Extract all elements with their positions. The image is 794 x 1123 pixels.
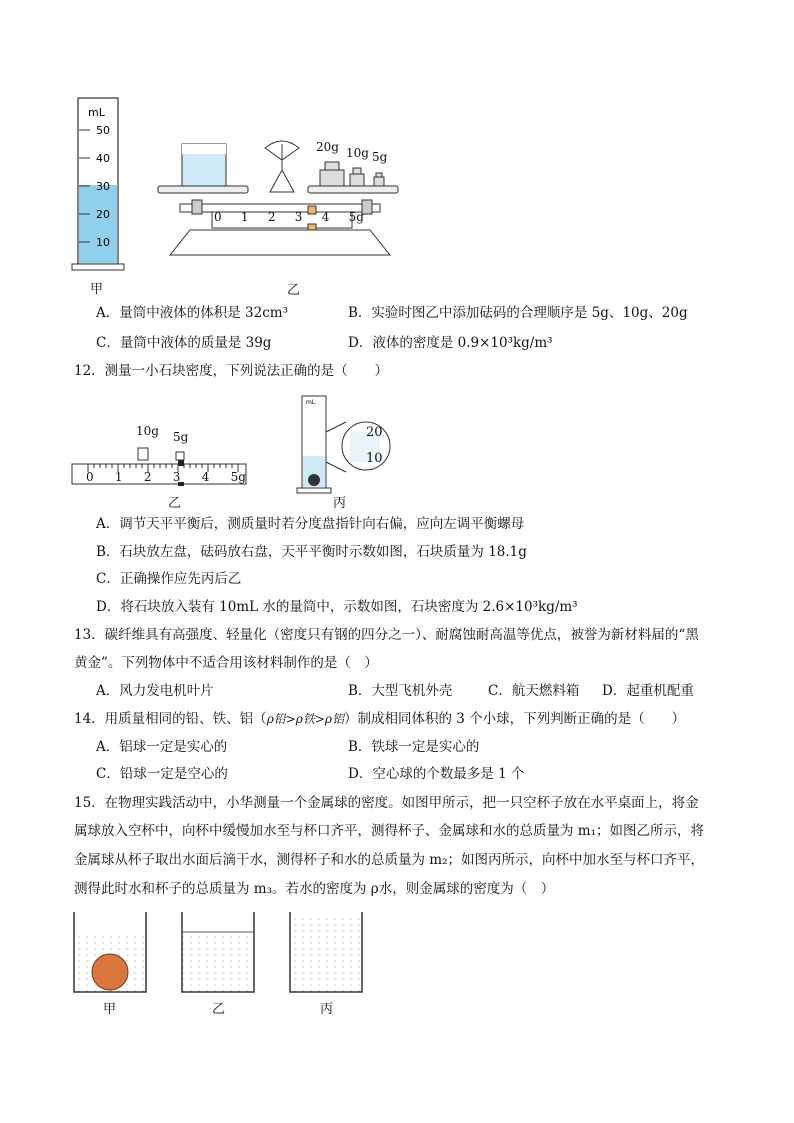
cylinder-tick-label: 30	[96, 180, 110, 193]
q15-caption-bing: 丙	[320, 1002, 334, 1017]
fig-yi-caption: 乙	[287, 283, 301, 298]
graduated-cylinder-figure	[70, 94, 130, 274]
weight-10g-icon	[138, 448, 148, 460]
weight-5g-icon	[374, 177, 384, 186]
q12-weight-5g: 5g	[173, 430, 189, 444]
balance-figure	[150, 130, 410, 260]
cup-bing	[290, 912, 362, 992]
q14-stem: 14．用质量相同的铅、铁、铝（ρ铅>ρ铁>ρ铝）制成相同体积的 3 个小球，下列判断正确的是（ ）	[74, 711, 686, 727]
q12-fig-bing-caption: 丙	[333, 496, 347, 511]
cylinder-tick-label: 10	[96, 236, 110, 249]
weight-5g-icon	[176, 452, 184, 460]
zoom-tick-10: 10	[366, 451, 383, 466]
q14-option-c[interactable]: C．铅球一定是空心的	[96, 766, 228, 782]
q13-stem-line2: 黄金”。下列物体中不适合用该材料制作的是（ ）	[74, 655, 378, 671]
weight-20g-icon	[320, 170, 344, 186]
q15-stem-line2: 属球放入空杯中，向杯中缓慢加水至与杯口齐平，测得杯子、金属球和水的总质量为 m₁；如图乙所示，将	[74, 823, 705, 839]
q14-option-a[interactable]: A．铝球一定是实心的	[96, 739, 228, 755]
q12-weight-10g: 10g	[136, 424, 159, 438]
q12-fig-yi-caption: 乙	[168, 496, 182, 511]
weight-10g-icon	[350, 174, 364, 186]
fig-jia-caption: 甲	[90, 282, 104, 297]
q13-option-a[interactable]: A．风力发电机叶片	[96, 683, 214, 699]
q15-caption-jia: 甲	[103, 1002, 117, 1017]
svg-text:mL: mL	[306, 399, 316, 406]
q13-option-d[interactable]: D．起重机配重	[602, 683, 694, 699]
cylinder-liquid	[79, 185, 117, 263]
q14-option-d[interactable]: D．空心球的个数最多是 1 个	[348, 766, 525, 782]
weight-label-20g: 20g	[316, 140, 339, 154]
q12-scale-labels: 0 1 2 3 4 5g	[86, 470, 246, 484]
cylinder-tick-label: 50	[96, 124, 110, 137]
weight-label-10g: 10g	[346, 146, 369, 160]
q15-stem-line4: 测得此时水和杯子的总质量为 m₃。若水的密度为 ρ水，则金属球的密度为（ ）	[74, 881, 555, 897]
measuring-cylinder-figure	[296, 392, 396, 496]
metal-ball-icon	[92, 954, 128, 990]
q15-stem-line1: 15．在物理实践活动中，小华测量一个金属球的密度。如图甲所示，把一只空杯子放在水平桌面上，将金	[74, 795, 699, 811]
q12-option-c[interactable]: C．正确操作应先丙后乙	[96, 571, 242, 587]
q11-option-d[interactable]: D．液体的密度是 0.9×10³kg/m³	[348, 335, 553, 351]
cup-yi	[182, 912, 254, 992]
cylinder-unit: mL	[88, 106, 105, 119]
q11-option-c[interactable]: C．量筒中液体的质量是 39g	[96, 335, 272, 351]
stone-icon	[308, 474, 320, 486]
q13-option-c[interactable]: C．航天燃料箱	[488, 683, 580, 699]
q12-option-d[interactable]: D．将石块放入装有 10mL 水的量筒中，示数如图，石块密度为 2.6×10³kg/m³	[96, 599, 578, 615]
q13-stem-line1: 13．碳纤维具有高强度、轻量化（密度只有钢的四分之一）、耐腐蚀耐高温等优点，被誉为新材料届的“黑	[74, 627, 699, 643]
q14-option-b[interactable]: B．铁球一定是实心的	[348, 739, 480, 755]
q15-caption-yi: 乙	[212, 1002, 226, 1017]
cups-figure	[70, 910, 370, 995]
q13-option-b[interactable]: B．大型飞机外壳	[348, 683, 453, 699]
cup-jia	[74, 912, 146, 992]
q12-option-a[interactable]: A．调节天平平衡后，测质量时若分度盘指针向右偏，应向左调平衡螺母	[96, 516, 525, 532]
q11-option-b[interactable]: B．实验时图乙中添加砝码的合理顺序是 5g、10g、20g	[348, 305, 688, 321]
cylinder-tick-label: 40	[96, 152, 110, 165]
q14-density-relation: ρ铅>ρ铁>ρ铝	[266, 712, 344, 726]
balance-scale-labels: 0 1 2 3 4 5g	[214, 210, 364, 224]
q12-stem: 12．测量一小石块密度，下列说法正确的是（ ）	[74, 363, 389, 379]
weight-label-5g: 5g	[372, 150, 388, 164]
q12-option-b[interactable]: B．石块放左盘，砝码放右盘，天平平衡时示数如图，石块质量为 18.1g	[96, 544, 527, 560]
q15-stem-line3: 金属球从杯子取出水面后滴干水，测得杯子和水的总质量为 m₂；如图丙所示，向杯中加水至与杯口齐平，	[74, 852, 705, 868]
cylinder-tick-label: 20	[96, 208, 110, 221]
q11-option-a[interactable]: A．量筒中液体的体积是 32cm³	[96, 305, 288, 321]
zoom-tick-20: 20	[366, 425, 383, 440]
